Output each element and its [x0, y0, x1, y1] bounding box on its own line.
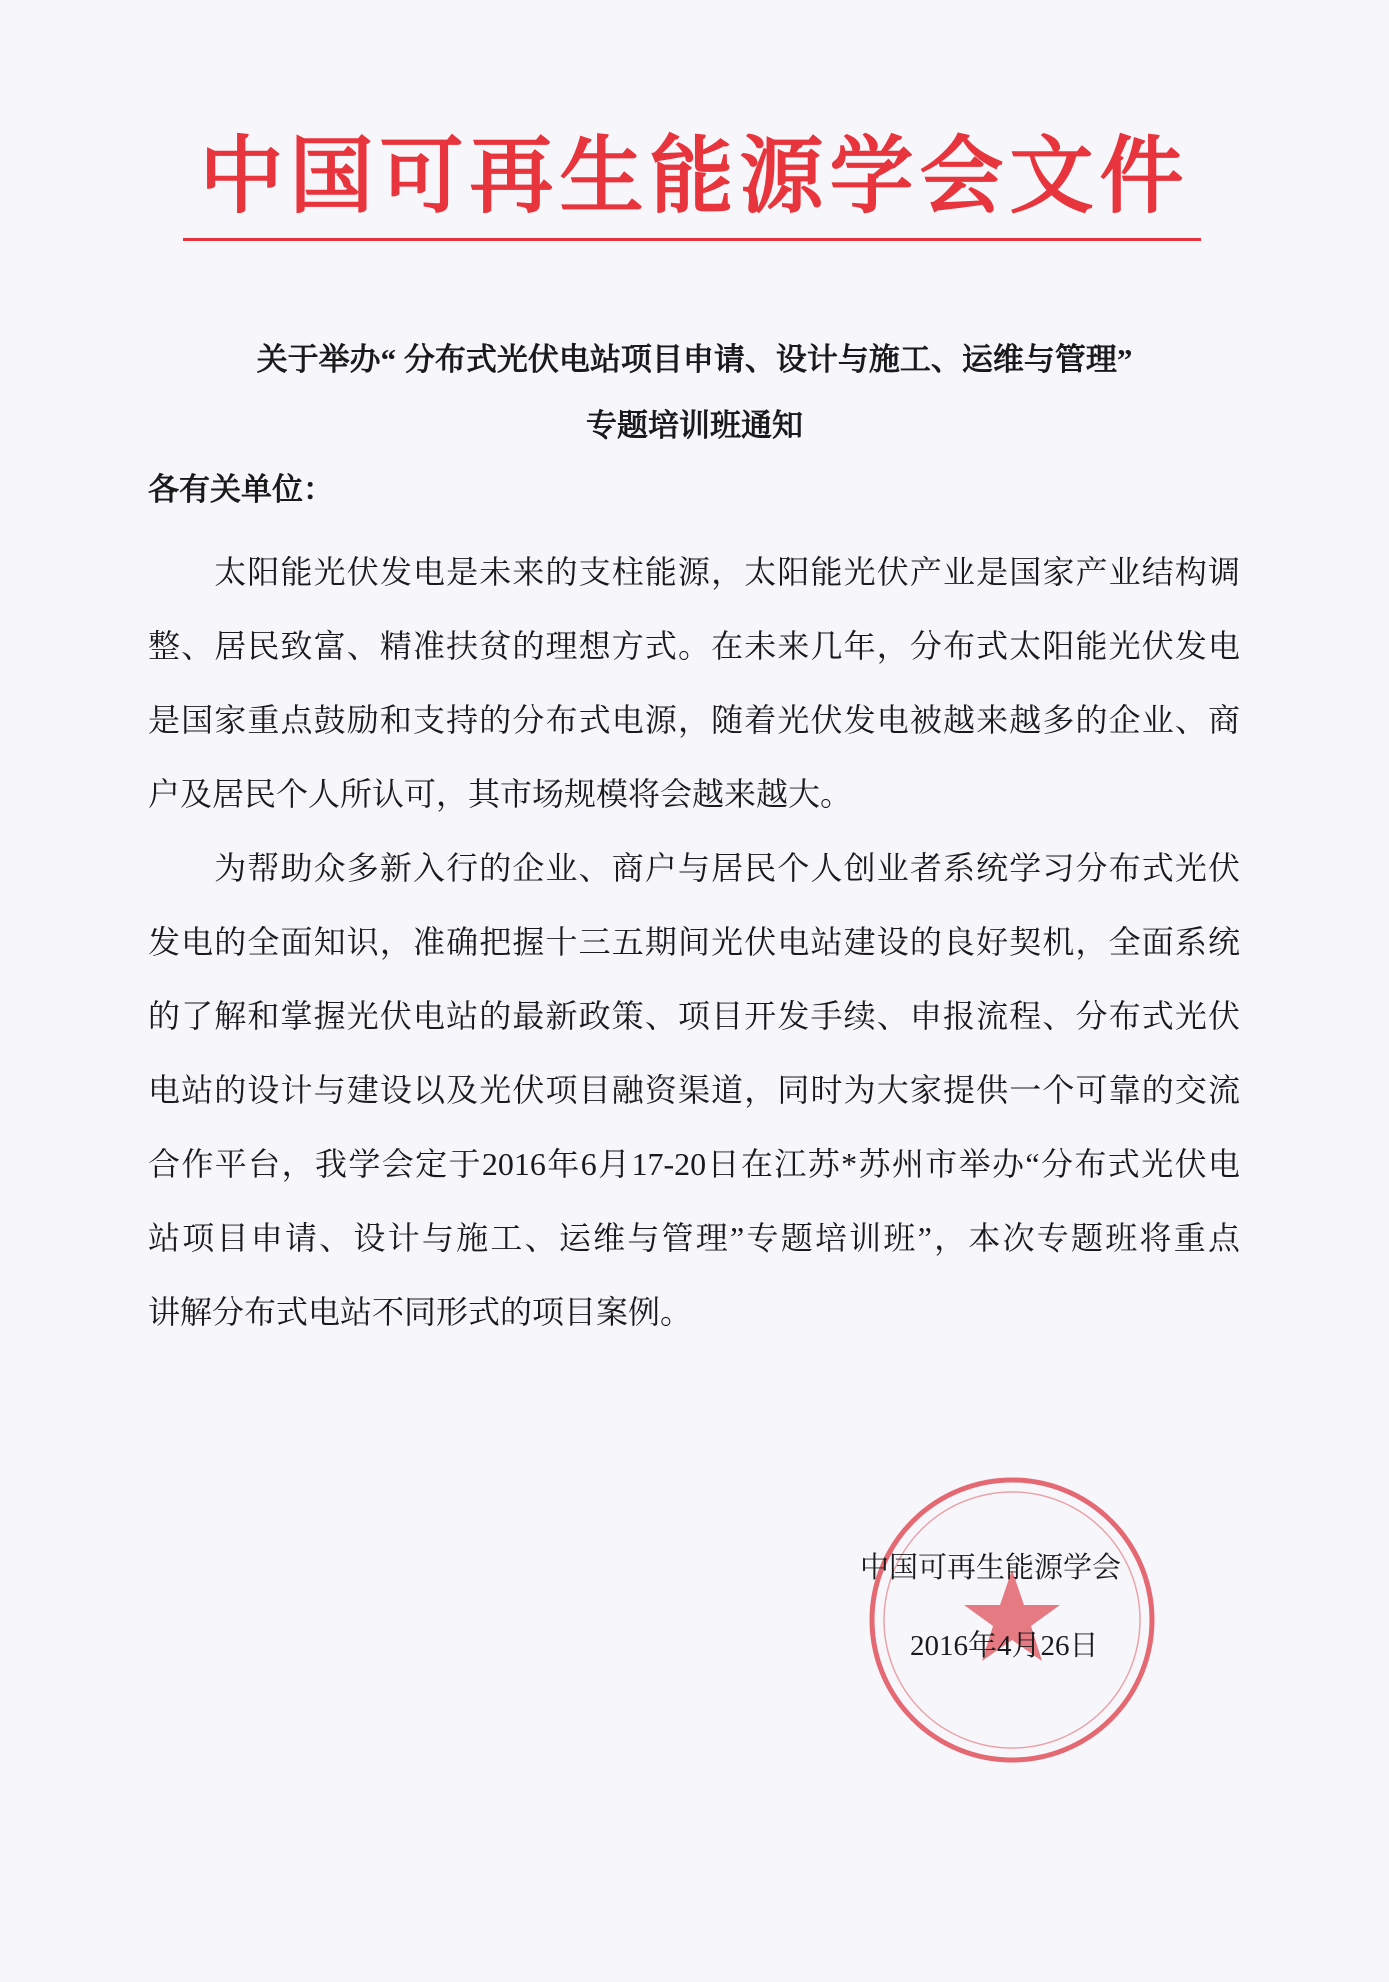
text-line: 的了解和掌握光伏电站的最新政策、项目开发手续、申报流程、分布式光伏	[148, 998, 1240, 1034]
signature-date: 2016年4月26日	[910, 1630, 1099, 1662]
document-header-title: 中国可再生能源学会文件	[199, 131, 1190, 224]
signature-organization: 中国可再生能源学会	[860, 1552, 1122, 1584]
official-seal-stamp	[862, 1475, 1162, 1765]
notice-subtitle: 专题培训班通知	[586, 408, 803, 443]
text-line: 整、居民致富、精准扶贫的理想方式。在未来几年，分布式太阳能光伏发电	[148, 628, 1240, 664]
salutation: 各有关单位：	[148, 472, 334, 507]
text-line: 发电的全面知识，准确把握十三五期间光伏电站建设的良好契机，全面系统	[148, 924, 1240, 960]
text-line: 为帮助众多新入行的企业、商户与居民个人创业者系统学习分布式光伏	[148, 850, 1240, 886]
text-line: 合作平台，我学会定于2016年6月17-20日在江苏*苏州市举办“分布式光伏电	[148, 1146, 1240, 1182]
notice-title: 关于举办“ 分布式光伏电站项目申请、设计与施工、运维与管理”	[256, 342, 1133, 377]
text-line: 站项目申请、设计与施工、运维与管理”专题培训班”，本次专题班将重点	[148, 1220, 1240, 1256]
text-line: 太阳能光伏发电是未来的支柱能源，太阳能光伏产业是国家产业结构调	[148, 554, 1240, 590]
header-divider	[183, 238, 1201, 241]
text-line: 是国家重点鼓励和支持的分布式电源，随着光伏发电被越来越多的企业、商	[148, 702, 1240, 738]
text-line: 户及居民个人所认可，其市场规模将会越来越大。	[148, 776, 853, 812]
text-line: 讲解分布式电站不同形式的项目案例。	[148, 1294, 693, 1330]
text-line: 电站的设计与建设以及光伏项目融资渠道，同时为大家提供一个可靠的交流	[148, 1072, 1240, 1108]
